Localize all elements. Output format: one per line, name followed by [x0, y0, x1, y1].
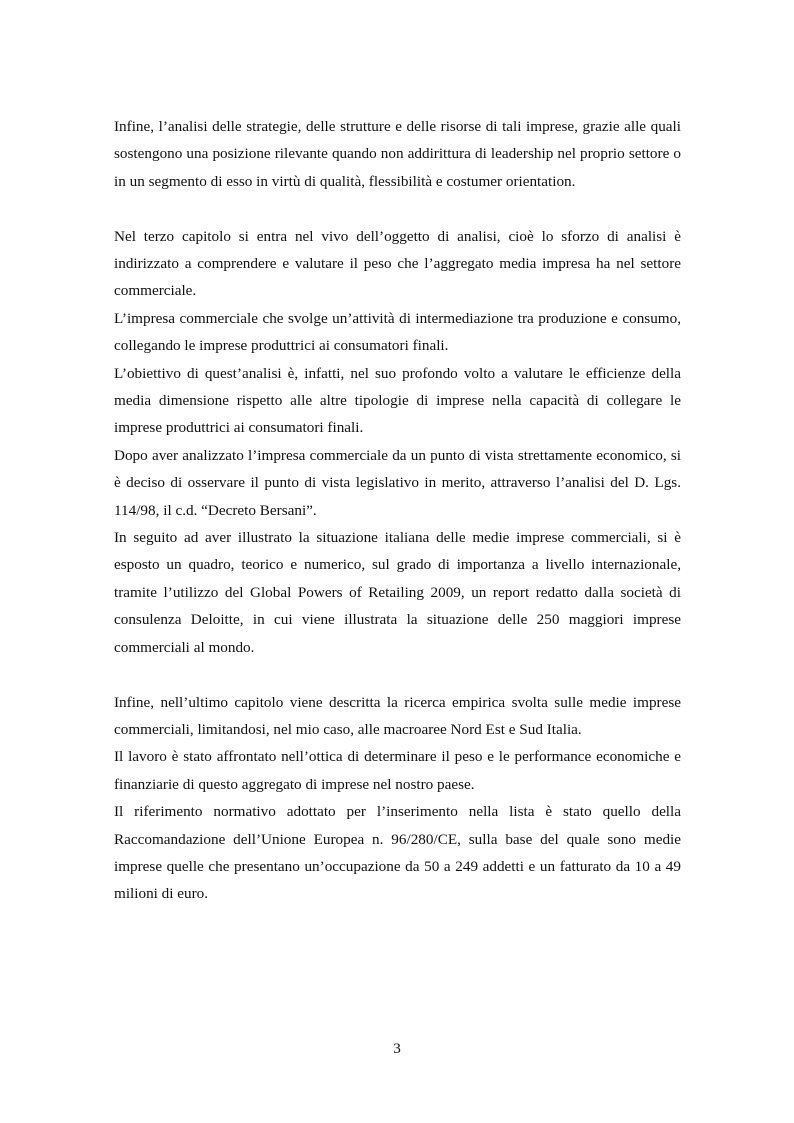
- paragraph-normative-reference: Il riferimento normativo adottato per l’inserimento nella lista è stato quello della Raccomandazione dell’Unione Europea n. 96/280/CE, sulla base del quale sono medie imprese quelle che presentano un’occupazione da 50 a 249 addetti e un fatturato da 10 a 49 milioni di euro.: [114, 803, 681, 903]
- paragraph-performance: Il lavoro è stato affrontato nell’ottica di determinare il peso e le performance economiche e finanziarie di questo aggregato di imprese nel nostro paese.: [114, 748, 681, 793]
- paragraph-gap: [114, 195, 681, 222]
- paragraph-strategies: Infine, l’analisi delle strategie, delle strutture e delle risorse di tali imprese, grazie alle quali sostengono una posizione rilevante quando non addirittura di leadership nel proprio settore o in un segmento di esso in virtù di qualità, flessibilità e costumer orientation.: [114, 118, 681, 190]
- page-number: 3: [393, 1040, 401, 1057]
- paragraph-international: In seguito ad aver illustrato la situazione italiana delle medie imprese commerciali, si è esposto un quadro, teorico e numerico, sul grado di importanza a livello internazionale, tramite l’utilizzo del Global Powers of Retailing 2009, un report redatto dalla società di consulenza Deloitte, in cui viene illustrata la situazione delle 250 maggiori imprese commerciali al mondo.: [114, 529, 681, 656]
- paragraph-commercial-enterprise: L’impresa commerciale che svolge un’attività di intermediazione tra produzione e consumo, collegando le imprese produttrici ai consumatori finali.: [114, 309, 681, 355]
- paragraph-gap: [114, 661, 681, 688]
- paragraph-third-chapter: Nel terzo capitolo si entra nel vivo dell’oggetto di analisi, cioè lo sforzo di analisi è indirizzato a comprendere e valutare il peso che l’aggregato media impresa ha nel settore commerciale.: [114, 227, 681, 300]
- paragraph-objective: L’obiettivo di quest’analisi è, infatti, nel suo profondo volto a valutare le efficienze della media dimensione rispetto alle altre tipologie di imprese nella capacità di collegare le imprese produttrici ai consumatori finali.: [114, 364, 681, 437]
- paragraph-legislative: Dopo aver analizzato l’impresa commerciale da un punto di vista strettamente economico, si è deciso di osservare il punto di vista legislativo in merito, attraverso l’analisi del D. Lgs. 114/98, il c.d. “Decreto Bersani”.: [114, 446, 681, 519]
- paragraph-last-chapter: Infine, nell’ultimo capitolo viene descritta la ricerca empirica svolta sulle medie imprese commerciali, limitandosi, nel mio caso, alle macroaree Nord Est e Sud Italia.: [114, 693, 681, 738]
- body-text: [114, 113, 681, 908]
